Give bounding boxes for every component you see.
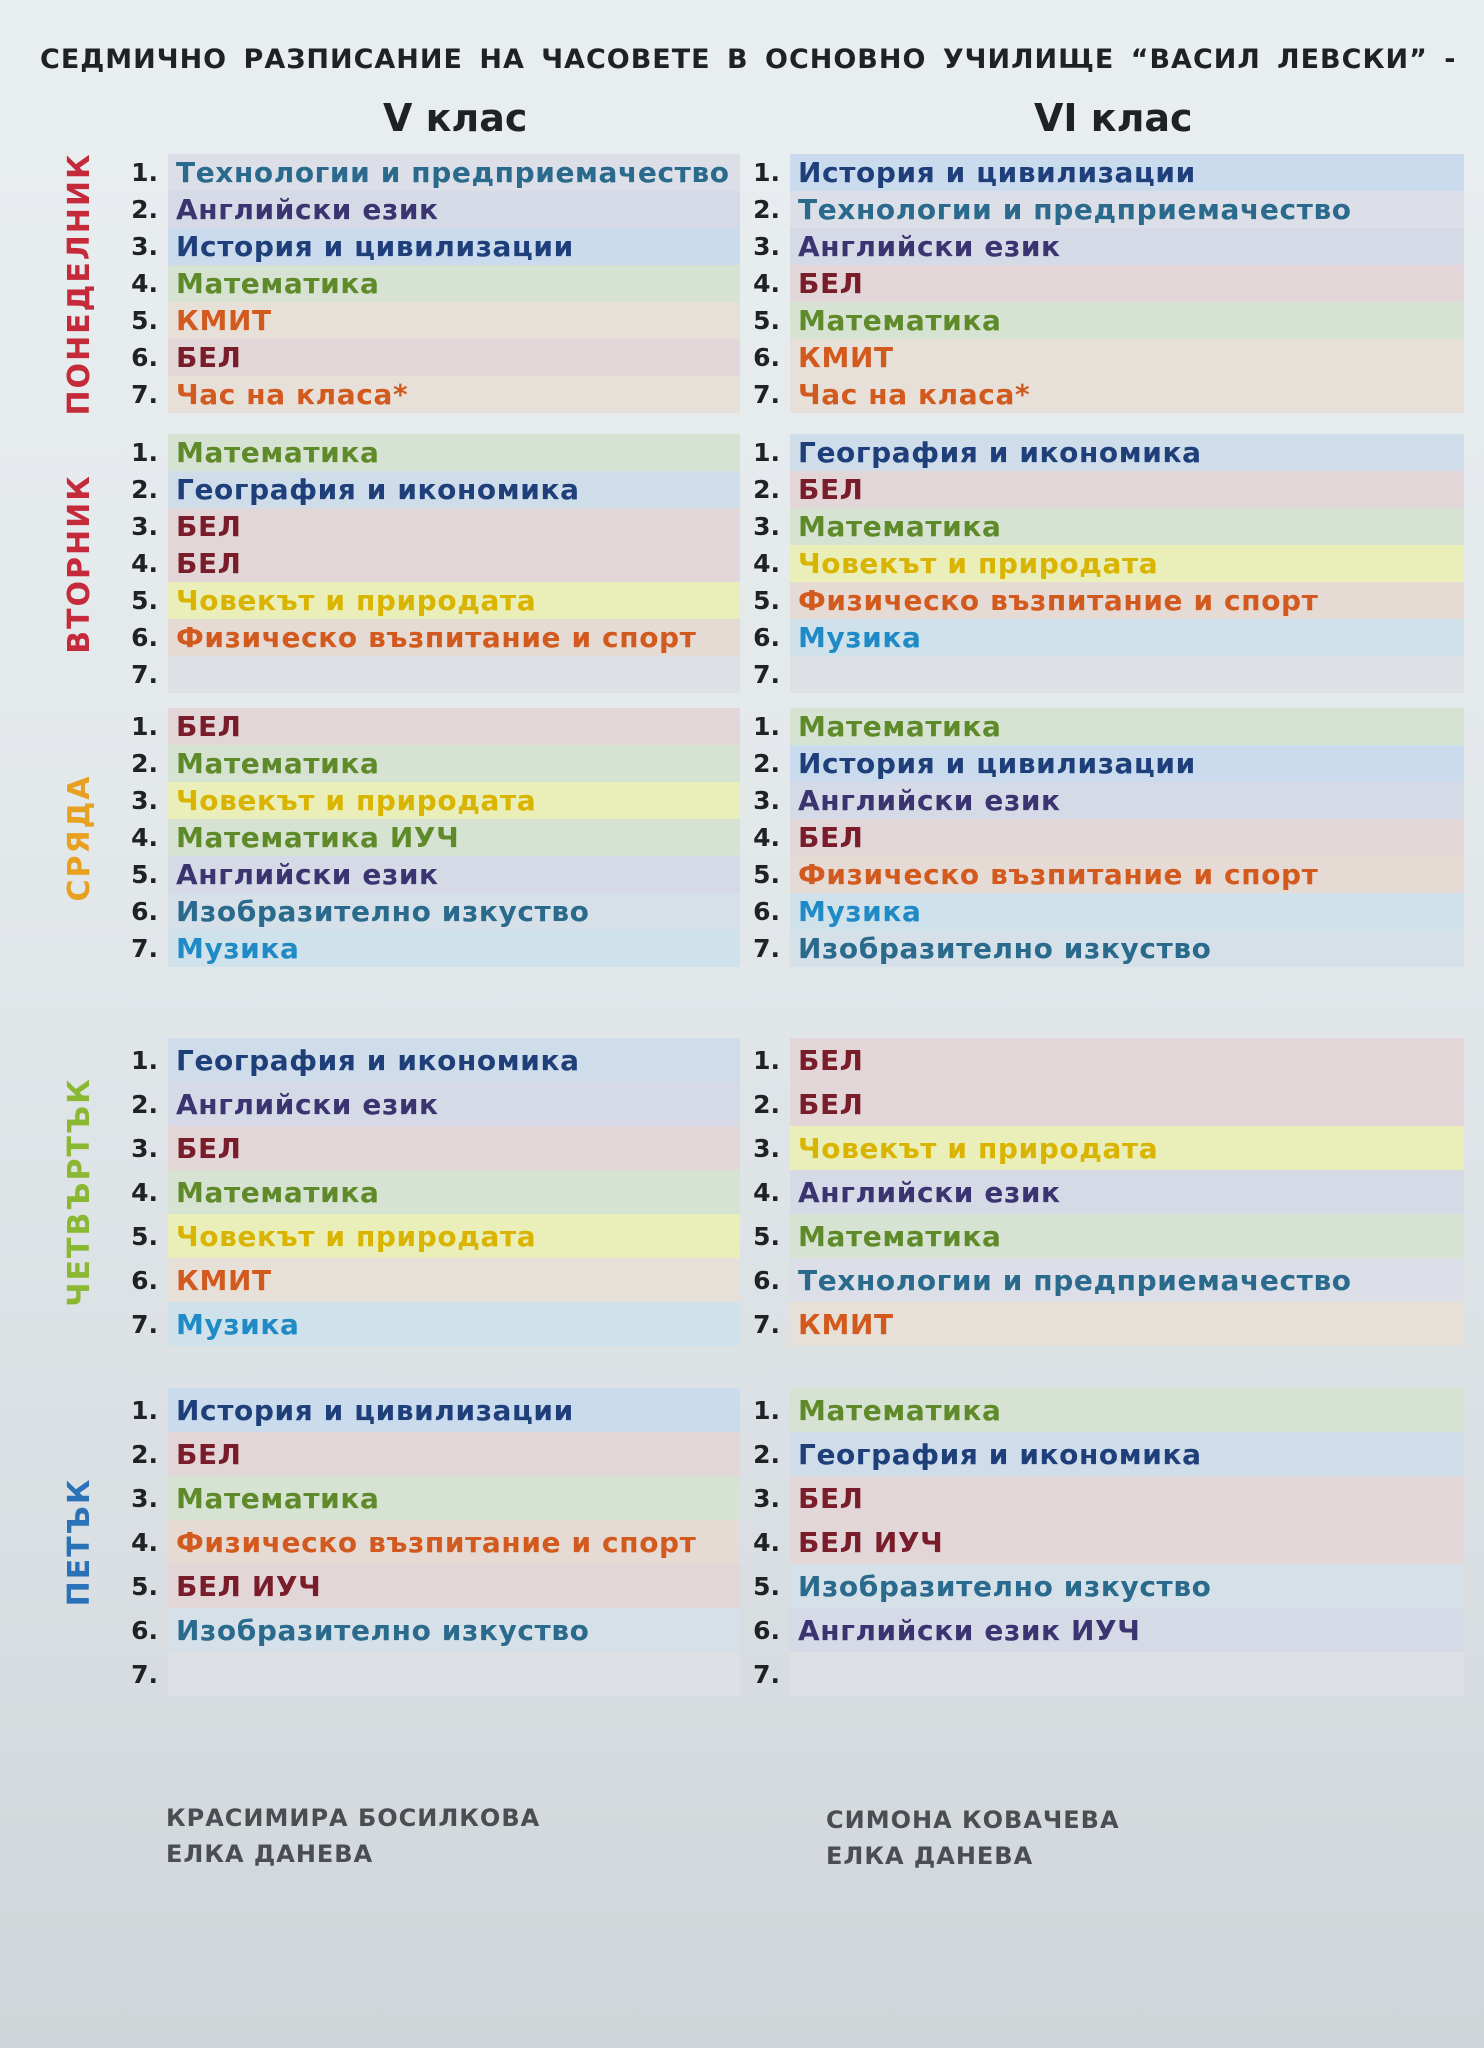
lesson-cell: Човекът и природата <box>790 545 1464 582</box>
lesson-cell: Технологии и предприемачество <box>168 154 740 191</box>
class-v-heading: V клас <box>383 96 528 140</box>
period-number: 4. <box>753 823 780 852</box>
period-number: 3. <box>753 512 780 541</box>
lesson-cell: Математика <box>168 265 740 302</box>
period-number: 1. <box>131 1395 158 1425</box>
lesson-cell: Човекът и природата <box>168 1214 740 1258</box>
lesson-cell: Математика ИУЧ <box>168 819 740 856</box>
lesson-cell: Физическо възпитание и спорт <box>168 1520 740 1564</box>
lesson-cell: Английски език <box>790 228 1464 265</box>
period-number: 5. <box>753 1221 780 1251</box>
period-number: 6. <box>131 623 158 652</box>
lesson-cell: Математика <box>168 745 740 782</box>
period-number: 2. <box>753 1439 780 1469</box>
period-number: 5. <box>753 306 780 335</box>
lesson-cell: БЕЛ <box>790 819 1464 856</box>
period-number: 6. <box>753 1265 780 1295</box>
lesson-cell: КМИТ <box>790 339 1464 376</box>
lesson-cell: Човекът и природата <box>168 782 740 819</box>
lesson-cell <box>790 656 1464 693</box>
period-number: 7. <box>131 1309 158 1339</box>
lesson-cell: История и цивилизации <box>790 154 1464 191</box>
teacher-name: ЕЛКА ДАНЕВА <box>826 1842 1034 1870</box>
period-number: 3. <box>753 1133 780 1163</box>
lesson-cell: Физическо възпитание и спорт <box>790 856 1464 893</box>
period-number: 1. <box>753 1045 780 1075</box>
lesson-cell: Английски език <box>168 191 740 228</box>
period-number: 2. <box>131 1439 158 1469</box>
lesson-cell: Математика <box>790 708 1464 745</box>
period-number: 4. <box>131 269 158 298</box>
lesson-cell: БЕЛ <box>168 1126 740 1170</box>
lesson-cell: Математика <box>790 1214 1464 1258</box>
teachers-v <box>166 1800 540 1872</box>
period-number: 4. <box>131 823 158 852</box>
lesson-cell: Човекът и природата <box>790 1126 1464 1170</box>
lesson-cell: Изобразително изкуство <box>168 1608 740 1652</box>
period-number: 5. <box>753 1571 780 1601</box>
teacher-name: КРАСИМИРА БОСИЛКОВА <box>166 1804 541 1832</box>
lesson-cell: Математика <box>790 508 1464 545</box>
lesson-cell: Английски език <box>790 1170 1464 1214</box>
period-number: 1. <box>131 158 158 187</box>
period-number: 2. <box>131 475 158 504</box>
period-number: 4. <box>131 1527 158 1557</box>
lesson-cell: БЕЛ <box>790 265 1464 302</box>
lesson-cell: Английски език <box>790 782 1464 819</box>
period-number: 5. <box>131 306 158 335</box>
period-number: 2. <box>131 749 158 778</box>
teacher-name: СИМОНА КОВАЧЕВА <box>826 1806 1120 1834</box>
period-number: 3. <box>753 232 780 261</box>
period-number: 2. <box>753 195 780 224</box>
lesson-cell: Английски език <box>168 1082 740 1126</box>
lesson-cell: История и цивилизации <box>168 228 740 265</box>
lesson-cell: Музика <box>168 1302 740 1346</box>
period-number: 3. <box>131 232 158 261</box>
lesson-cell: КМИТ <box>168 1258 740 1302</box>
period-number: 2. <box>753 475 780 504</box>
period-number: 6. <box>753 1615 780 1645</box>
lesson-cell: Английски език <box>168 856 740 893</box>
teacher-name: ЕЛКА ДАНЕВА <box>166 1840 374 1868</box>
period-number: 1. <box>753 158 780 187</box>
period-number: 4. <box>753 1527 780 1557</box>
period-number: 3. <box>131 512 158 541</box>
period-number: 2. <box>131 195 158 224</box>
lesson-cell: Математика <box>168 434 740 471</box>
period-number: 5. <box>131 1571 158 1601</box>
lesson-cell: История и цивилизации <box>790 745 1464 782</box>
lesson-cell: Физическо възпитание и спорт <box>168 619 740 656</box>
lesson-cell: Физическо възпитание и спорт <box>790 582 1464 619</box>
period-number: 2. <box>753 749 780 778</box>
period-number: 1. <box>131 1045 158 1075</box>
period-number: 6. <box>131 1615 158 1645</box>
lesson-cell <box>168 1652 740 1696</box>
lesson-cell <box>790 1652 1464 1696</box>
lesson-cell: Музика <box>790 893 1464 930</box>
period-number: 7. <box>131 380 158 409</box>
lesson-cell: КМИТ <box>168 302 740 339</box>
lesson-cell: БЕЛ ИУЧ <box>790 1520 1464 1564</box>
period-number: 5. <box>753 860 780 889</box>
period-number: 7. <box>753 1309 780 1339</box>
period-number: 7. <box>753 934 780 963</box>
lesson-cell <box>168 656 740 693</box>
lesson-cell: Математика <box>168 1170 740 1214</box>
period-number: 1. <box>131 712 158 741</box>
lesson-cell: Час на класа* <box>790 376 1464 413</box>
lesson-cell: Математика <box>790 302 1464 339</box>
period-number: 7. <box>753 660 780 689</box>
lesson-cell: БЕЛ <box>168 545 740 582</box>
period-number: 6. <box>753 343 780 372</box>
lesson-cell: География и икономика <box>168 471 740 508</box>
lesson-cell: БЕЛ <box>168 708 740 745</box>
page-title: СЕДМИЧНО РАЗПИСАНИЕ НА ЧАСОВЕТЕ В ОСНОВНО УЧИЛИЩЕ “ВАСИЛ ЛЕВСКИ” - <box>40 44 1457 75</box>
day-label: ЧЕТВЪРТЪК <box>62 1077 97 1307</box>
lesson-cell: Музика <box>790 619 1464 656</box>
lesson-cell: География и икономика <box>790 1432 1464 1476</box>
day-label: ПЕТЪК <box>62 1477 97 1607</box>
period-number: 3. <box>131 786 158 815</box>
lesson-cell: Изобразително изкуство <box>790 1564 1464 1608</box>
lesson-cell: БЕЛ <box>168 508 740 545</box>
period-number: 5. <box>131 1221 158 1251</box>
period-number: 7. <box>131 934 158 963</box>
lesson-cell: Английски език ИУЧ <box>790 1608 1464 1652</box>
lesson-cell: История и цивилизации <box>168 1388 740 1432</box>
period-number: 4. <box>131 549 158 578</box>
lesson-cell: Математика <box>790 1388 1464 1432</box>
period-number: 6. <box>753 897 780 926</box>
lesson-cell: БЕЛ <box>790 1476 1464 1520</box>
period-number: 7. <box>753 380 780 409</box>
day-label: ПОНЕДЕЛНИК <box>62 151 97 416</box>
lesson-cell: БЕЛ <box>168 339 740 376</box>
lesson-cell: Технологии и предприемачество <box>790 191 1464 228</box>
lesson-cell: Изобразително изкуство <box>790 930 1464 967</box>
period-number: 7. <box>131 1659 158 1689</box>
period-number: 6. <box>753 623 780 652</box>
lesson-cell: Технологии и предприемачество <box>790 1258 1464 1302</box>
period-number: 1. <box>753 1395 780 1425</box>
lesson-cell: География и икономика <box>168 1038 740 1082</box>
period-number: 5. <box>753 586 780 615</box>
lesson-cell: Час на класа* <box>168 376 740 413</box>
lesson-cell: БЕЛ <box>168 1432 740 1476</box>
teachers-vi <box>826 1802 1120 1874</box>
period-number: 3. <box>131 1133 158 1163</box>
lesson-cell: БЕЛ ИУЧ <box>168 1564 740 1608</box>
day-label: СРЯДА <box>62 773 97 902</box>
period-number: 4. <box>131 1177 158 1207</box>
period-number: 5. <box>131 586 158 615</box>
period-number: 4. <box>753 269 780 298</box>
lesson-cell: БЕЛ <box>790 471 1464 508</box>
lesson-cell: БЕЛ <box>790 1038 1464 1082</box>
period-number: 3. <box>753 786 780 815</box>
period-number: 7. <box>753 1659 780 1689</box>
period-number: 6. <box>131 1265 158 1295</box>
period-number: 6. <box>131 343 158 372</box>
class-vi-heading: VI клас <box>1034 96 1193 140</box>
period-number: 1. <box>753 712 780 741</box>
period-number: 4. <box>753 1177 780 1207</box>
period-number: 3. <box>753 1483 780 1513</box>
lesson-cell: Изобразително изкуство <box>168 893 740 930</box>
period-number: 6. <box>131 897 158 926</box>
lesson-cell: Математика <box>168 1476 740 1520</box>
lesson-cell: Човекът и природата <box>168 582 740 619</box>
period-number: 1. <box>131 438 158 467</box>
period-number: 4. <box>753 549 780 578</box>
period-number: 2. <box>753 1089 780 1119</box>
lesson-cell: БЕЛ <box>790 1082 1464 1126</box>
lesson-cell: Музика <box>168 930 740 967</box>
period-number: 3. <box>131 1483 158 1513</box>
lesson-cell: КМИТ <box>790 1302 1464 1346</box>
period-number: 5. <box>131 860 158 889</box>
period-number: 7. <box>131 660 158 689</box>
lesson-cell: География и икономика <box>790 434 1464 471</box>
period-number: 2. <box>131 1089 158 1119</box>
period-number: 1. <box>753 438 780 467</box>
day-label: ВТОРНИК <box>62 473 97 654</box>
